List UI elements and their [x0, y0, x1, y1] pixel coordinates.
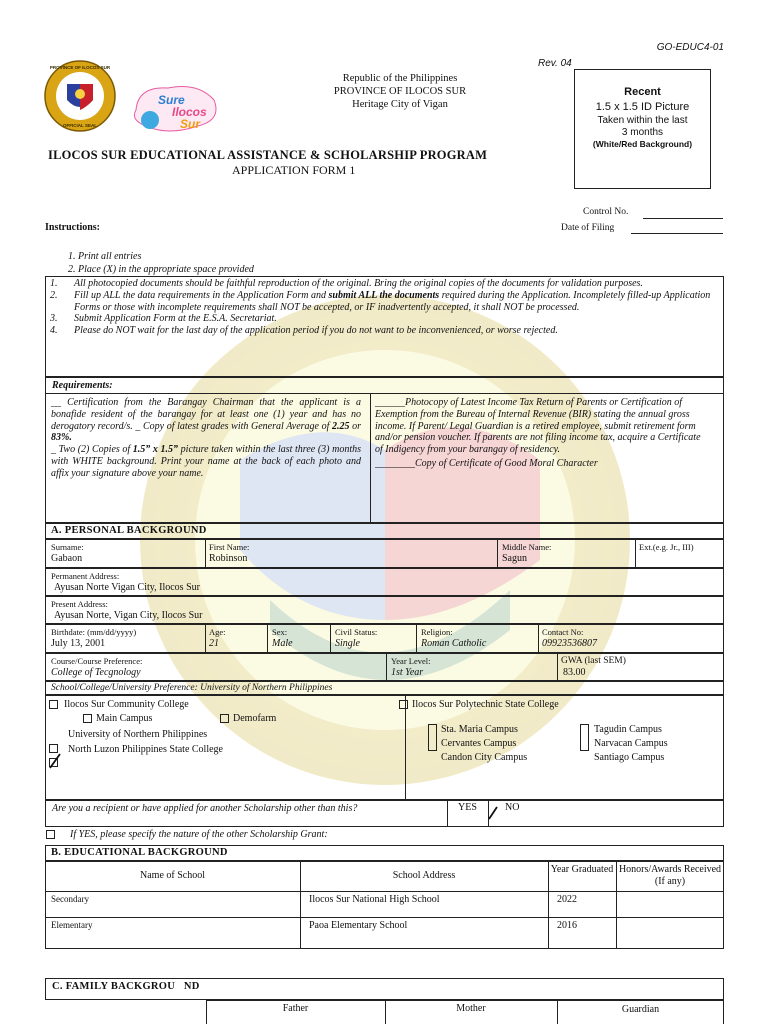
col-father: Father	[282, 1003, 309, 1014]
middle-name-value[interactable]: Sagun	[502, 553, 527, 564]
svg-text:PROVINCE OF ILOCOS SUR: PROVINCE OF ILOCOS SUR	[49, 65, 111, 70]
campus-option: Narvacan Campus	[594, 738, 668, 749]
demofarm-checkbox[interactable]	[220, 714, 229, 723]
notes-list	[50, 278, 718, 337]
isc-checkbox[interactable]	[49, 700, 58, 709]
date-of-filing-field[interactable]	[631, 233, 723, 234]
ispsc-label: Ilocos Sur Polytechnic State College	[412, 699, 559, 710]
table-row-address[interactable]: Paoa Elementary School	[309, 920, 408, 931]
requirements-label: Requirements:	[52, 380, 113, 391]
checkmark-icon	[48, 752, 62, 770]
civil-status-value[interactable]: Single	[335, 638, 360, 649]
checkmark-icon	[487, 805, 499, 821]
photo-box-line1: Recent	[624, 86, 661, 98]
note-item: 1. All photocopied documents should be faithful reproduction of the original. Bring the original copies of the documents for validation purposes.	[50, 278, 643, 289]
first-name-value[interactable]: Robinson	[209, 553, 248, 564]
instruction-item: 2. Place (X) in the appropriate space provided	[68, 264, 254, 275]
col-guardian: Guardian	[621, 1004, 660, 1015]
instruction-item: 1. Print all entries	[68, 251, 142, 262]
yes-label: YES	[458, 802, 477, 813]
requirements-left: __ Certification from the Barangay Chairman that the applicant is a bonafide resident of the barangay for at least one (1) year and has no derogatory record/s. _ Copy of latest grades with General Average of 2.25 or 83%. _ Two (2) Copies of 1.5” x 1.5” picture taken within the last three (3) months with WHITE background. Print your name at the back of each photo and affix your signature above your name.	[51, 397, 361, 479]
surname-label: Surname:	[51, 542, 84, 552]
col-school-address: School Address	[392, 870, 456, 881]
gwa-label: GWA (last SEM)	[561, 656, 626, 666]
header-republic: Republic of the Philippines	[342, 73, 458, 84]
id-photo-box	[574, 69, 711, 189]
svg-text:Sur: Sur	[180, 117, 201, 131]
note-item: 4. Please do NOT wait for the last day of the application period if you do not want to be inconvenienced, or worse rejected.	[50, 325, 558, 337]
revision-label: Rev. 04	[538, 58, 572, 69]
birthdate-value[interactable]: July 13, 2001	[51, 638, 106, 649]
religion-label: Religion:	[421, 627, 453, 637]
header-block	[250, 72, 550, 111]
requirements-right: ______Photocopy of Latest Income Tax Return of Parents or Certification of Exemption from the Bureau of Internal Revenue (BIR) stating the annual gross income. If Parent/ Legal Guardian is a retired employee, submit retirement form and/or pension voucher. If parents are not filing income tax, acquire a Certificate of Indigency from your barangay of residency. ________Copy of Certificate of Good Moral Character	[375, 397, 701, 469]
instructions-list	[68, 250, 254, 276]
header-province: PROVINCE OF ILOCOS SUR	[333, 86, 467, 97]
province-seal-logo	[43, 60, 117, 132]
middle-name-label: Middle Name:	[502, 542, 552, 552]
table-row-level: Elementary	[51, 920, 93, 930]
unp-label: University of Northern Philippines	[68, 729, 208, 740]
main-campus-label: Main Campus	[96, 713, 153, 724]
campus-option: Sta. Maria Campus	[441, 724, 518, 735]
school-preference: School/College/University Preference: University of Northern Philippines	[51, 683, 333, 693]
if-yes-label: If YES, please specify the nature of the other Scholarship Grant:	[70, 829, 328, 840]
date-of-filing-label: Date of Filing	[561, 223, 615, 233]
svg-text:Sure: Sure	[158, 93, 185, 107]
age-label: Age:	[209, 627, 226, 637]
campus-option: Cervantes Campus	[441, 738, 517, 749]
campus-group-a-checkbox[interactable]	[428, 724, 437, 751]
demofarm-label: Demofarm	[233, 713, 277, 724]
campus-option: Candon City Campus	[441, 752, 528, 763]
campus-group-b-checkbox[interactable]	[580, 724, 589, 751]
note-item: 2. Fill up ALL the data requirements in the Application Form and submit ALL the documents required during the Application. Incompletely filled-up Application Forms or those with incomplete requirements shall NOT be accepted, or IF inadvertently accepted, it shall NOT be processed.	[50, 289, 711, 313]
permanent-address-label: Permanent Address:	[51, 571, 120, 581]
col-honors: Honors/Awards Received (If any)	[618, 864, 722, 887]
contact-label: Contact No:	[542, 627, 584, 637]
col-name-of-school: Name of School	[140, 870, 205, 881]
section-a-title: A. PERSONAL BACKGROUND	[51, 525, 207, 536]
campus-group-a	[441, 723, 527, 765]
ext-label: Ext.(e.g. Jr., III)	[639, 542, 694, 552]
contact-value[interactable]: 09923536807	[542, 638, 597, 649]
nlpsc-label: North Luzon Philippines State College	[68, 744, 223, 755]
other-scholarship-checkbox[interactable]	[46, 830, 55, 839]
gwa-value[interactable]: 83.00	[563, 667, 586, 678]
isc-label: Ilocos Sur Community College	[64, 699, 189, 710]
campus-group-b	[594, 723, 668, 765]
control-no-label: Control No.	[583, 207, 629, 217]
age-value[interactable]: 21	[209, 638, 219, 649]
birthdate-label: Birthdate: (mm/dd/yyyy)	[51, 627, 137, 637]
year-level-label: Year Level:	[391, 656, 431, 666]
present-address-value[interactable]: Ayusan Norte, Vigan City, Ilocos Sur	[54, 610, 203, 621]
civil-status-label: Civil Status:	[335, 627, 378, 637]
control-no-field[interactable]	[643, 218, 723, 219]
table-row-level: Secondary	[51, 894, 89, 904]
ispsc-checkbox[interactable]	[399, 700, 408, 709]
sex-value[interactable]: Male	[272, 638, 293, 649]
note-item: 3. Submit Application Form at the E.S.A. Secretariat.	[50, 313, 277, 325]
program-title: ILOCOS SUR EDUCATIONAL ASSISTANCE & SCHOLARSHIP PROGRAM	[48, 148, 488, 162]
permanent-address-value[interactable]: Ayusan Norte Vigan City, Ilocos Sur	[54, 582, 200, 593]
first-name-label: First Name:	[209, 542, 250, 552]
main-campus-checkbox[interactable]	[83, 714, 92, 723]
course-label: Course/Course Preference:	[51, 656, 143, 666]
religion-value[interactable]: Roman Catholic	[421, 638, 487, 649]
recipient-question: Are you a recipient or have applied for another Scholarship other than this?	[52, 803, 358, 814]
photo-box-line2: 1.5 x 1.5 ID Picture	[595, 101, 690, 113]
table-row-year[interactable]: 2016	[557, 920, 577, 931]
isure-ilocos-sur-logo	[128, 80, 224, 136]
surname-value[interactable]: Gabaon	[51, 553, 83, 564]
instructions-label: Instructions:	[45, 222, 101, 233]
present-address-label: Present Address:	[51, 599, 108, 609]
svg-text:Ilocos: Ilocos	[172, 105, 207, 119]
section-b-title: B. EDUCATIONAL BACKGROUND	[51, 847, 228, 858]
col-year-graduated: Year Graduated	[550, 864, 614, 875]
course-value[interactable]: College of Tecgnology	[51, 667, 141, 678]
photo-box-line5: (White/Red Background)	[592, 139, 693, 149]
svg-text:OFFICIAL SEAL: OFFICIAL SEAL	[63, 123, 97, 128]
table-row-address[interactable]: Ilocos Sur National High School	[309, 894, 440, 905]
campus-option: Santiago Campus	[594, 752, 665, 763]
campus-option: Tagudin Campus	[594, 724, 662, 735]
section-c-title: C. FAMILY BACKGROU ND	[52, 981, 200, 992]
form-title: APPLICATION FORM 1	[232, 163, 356, 177]
col-mother: Mother	[456, 1003, 486, 1014]
sex-label: Sex:	[272, 627, 288, 637]
photo-box-line3: Taken within the last	[597, 115, 688, 126]
year-level-value[interactable]: 1st Year	[391, 667, 424, 678]
header-city: Heritage City of Vigan	[352, 99, 448, 110]
document-code: GO-EDUC4-01	[656, 42, 724, 53]
no-label: NO	[505, 802, 520, 813]
table-row-year[interactable]: 2022	[557, 894, 577, 905]
photo-box-line4: 3 months	[621, 127, 664, 138]
